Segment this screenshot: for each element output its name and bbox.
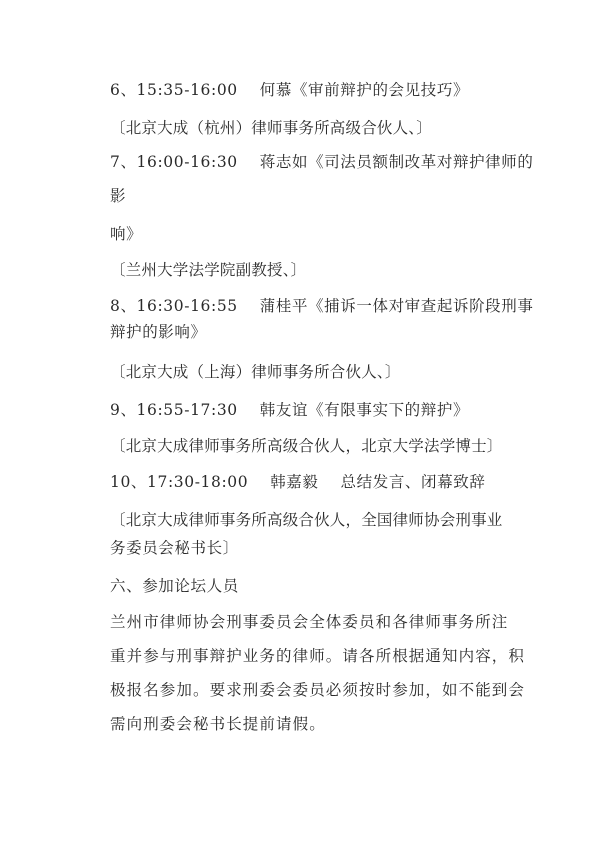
section-heading: 六、参加论坛人员 [110,577,239,595]
item-title-continued: 影 [110,187,127,205]
item-affiliation: 〔北京大成律师事务所高级合伙人，北京大学法学博士〕 [110,437,503,455]
item-time: 8、16:30-16:55 [110,297,238,315]
agenda-item-9 [110,400,500,420]
item-title: 《捕诉一体对审查起诉阶段刑事 [308,297,534,315]
item-speaker: 蒲桂平 [259,297,309,315]
agenda-item-6 [110,80,500,100]
item-affiliation: 〔北京大成（杭州）律师事务所高级合伙人、〕 [110,119,432,137]
item-title: 《有限事实下的辩护》 [308,401,470,419]
item-speaker: 蒋志如 [259,153,309,171]
paragraph-line: 需向刑委会秘书长提前请假。 [110,715,326,733]
item-affiliation-continued: 务委员会秘书长〕 [110,539,239,557]
item-title-continued: 辩护的影响》 [110,323,207,341]
item-speaker: 韩友谊 [259,401,309,419]
item-title: 《司法员额制改革对辩护律师的 [308,153,534,171]
paragraph-line: 极报名参加。要求刑委会委员必须按时参加，如不能到会 [110,681,526,699]
item-time: 9、16:55-17:30 [110,401,238,419]
agenda-item-8 [110,296,534,316]
item-topic: 总结发言、闭幕致辞 [340,473,486,491]
item-time: 6、15:35-16:00 [110,81,238,99]
item-title-continued: 响》 [110,225,143,243]
paragraph-line: 兰州市律师协会刑事委员会全体委员和各律师事务所注 [110,613,509,631]
item-time: 7、16:00-16:30 [110,153,238,171]
item-title: 《审前辩护的会见技巧》 [291,81,470,99]
paragraph-line: 重并参与刑事辩护业务的律师。请各所根据通知内容，积 [110,647,526,665]
item-speaker: 韩嘉毅 [270,473,319,491]
item-speaker: 何慕 [259,81,292,99]
agenda-item-7 [110,152,534,172]
agenda-item-10 [110,472,500,492]
item-affiliation: 〔北京大成（上海）律师事务所合伙人、〕 [110,363,401,381]
item-time: 10、17:30-18:00 [110,473,249,491]
item-affiliation: 〔兰州大学法学院副教授、〕 [110,261,307,279]
item-affiliation: 〔北京大成律师事务所高级合伙人，全国律师协会刑事业 [110,511,503,529]
